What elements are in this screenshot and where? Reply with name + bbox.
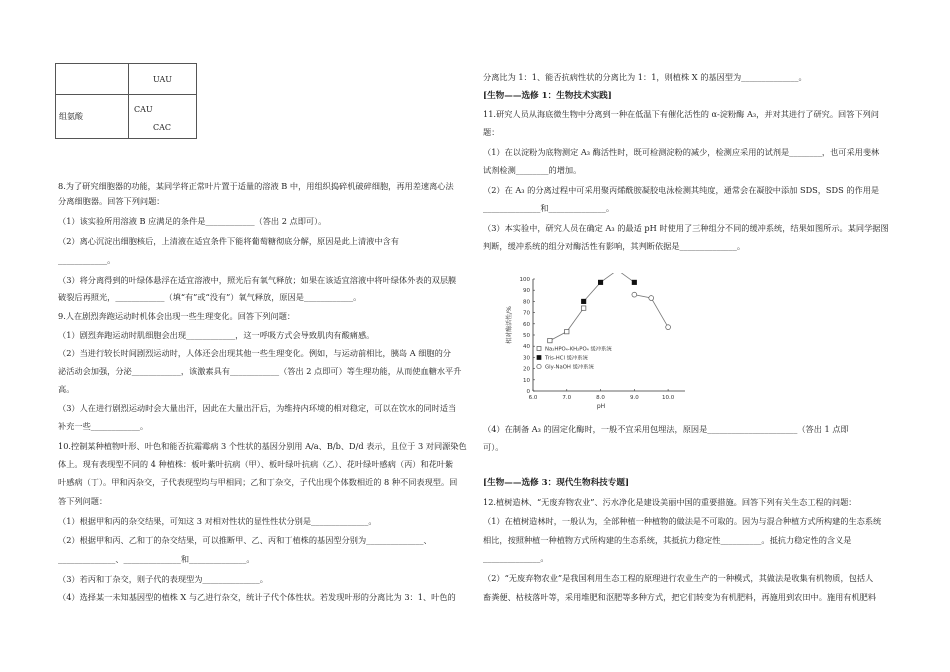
- y-tick-label: 60: [523, 321, 530, 328]
- data-point: [632, 292, 637, 297]
- section-heading: [生物——选修 1：生物技术实践]: [483, 91, 612, 101]
- y-tick-label: 70: [523, 310, 530, 317]
- enzyme-activity-chart: [503, 273, 693, 415]
- data-point: [548, 338, 552, 342]
- q10-line: 答下列问题：: [58, 496, 108, 506]
- series-line: [550, 308, 584, 340]
- q8-line: 分离细胞器。回答下列问题：: [58, 196, 165, 206]
- x-axis-label: pH: [596, 403, 606, 410]
- table-row: [56, 95, 197, 139]
- q12-line: （2）“无废弃物农业”是我国利用生态工程的原理进行农业生产的一种模式，其做法是收集有机物质，包括人: [483, 573, 874, 583]
- data-point: [565, 329, 569, 333]
- section-heading: [生物——选修 3：现代生物科技专题]: [483, 478, 630, 488]
- q11-line: （4）在制备 A₃ 的固定化酶时，一般不宜采用包埋法，原因是______________________（答出 1 点即: [483, 424, 849, 434]
- q8-line: （3）将分离得到的叶绿体悬浮在适宜溶液中，照光后有氧气释放；如果在该适宜溶液中将叶绿体外表的双层膜: [58, 275, 457, 285]
- q10-line: （3）若丙和丁杂交，则子代的表现型为______________。: [58, 574, 268, 584]
- q9-line: 泌活动会加强，分泌____________，该激素具有____________（答出 2 点即可）等生理功能，从而使血糖水平升: [58, 366, 462, 376]
- x-tick-label: 7.0: [562, 395, 572, 401]
- q9-line: （3）人在进行剧烈运动时会大量出汗，因此在大量出汗后，为维持内环境的相对稳定，可以在饮水的同时适当: [58, 403, 457, 413]
- table-cell: 组氨酸: [56, 95, 129, 139]
- x-tick-label: 9.0: [629, 395, 639, 401]
- legend-label: Gly-NaOH 缓冲系统: [545, 364, 594, 371]
- q8-line: ____________。: [58, 255, 116, 265]
- q12-line: 12.植树造林、“无废弃物农业”、污水净化是建设美丽中国的重要措施。回答下列有关生态工程的问题：: [483, 497, 857, 507]
- x-tick-label: 10.0: [661, 395, 675, 401]
- q12-line: 相比，按照种植一种植物方式所构建的生态系统，其抵抗力稳定性__________。抵抗力稳定性的含义是: [483, 535, 852, 545]
- codon-cau: CAU: [134, 105, 153, 114]
- q9-line: （1）剧烈奔跑运动时肌细胞会出现____________，这一呼吸方式会导致肌肉有酸痛感。: [58, 330, 375, 340]
- chart-svg: [503, 273, 693, 415]
- q9-line: 高。: [58, 384, 75, 394]
- q10-line: 体上。现有表现型不同的 4 种植株：板叶紫叶抗病（甲）、板叶绿叶抗病（乙）、花叶绿叶感病（丙）和花叶紫: [58, 459, 454, 469]
- data-point: [649, 296, 654, 301]
- table-cell: [129, 95, 197, 139]
- y-axis-label: 相对酶活性/%: [506, 306, 513, 344]
- q8-line: （2）离心沉淀出细胞核后，上清液在适宜条件下能将葡萄糖彻底分解，原因是此上清液中含有: [58, 236, 399, 246]
- q11-line: ______________和______________。: [483, 203, 615, 213]
- q10-line: （2）根据甲和丙、乙和丁的杂交结果，可以推断甲、乙、丙和丁植株的基因型分别为______________、: [58, 535, 432, 545]
- y-tick-label: 20: [523, 366, 530, 373]
- y-tick-label: 0: [526, 389, 530, 395]
- q9-line: 9.人在剧烈奔跑运动时机体会出现一些生理变化。回答下列问题：: [58, 311, 296, 321]
- x-tick-label: 6.0: [528, 395, 538, 401]
- q10-line: （4）选择某一未知基因型的植株 X 与乙进行杂交，统计子代个体性状。若发现叶形的分离比为 3：1、叶色的: [58, 592, 456, 602]
- y-tick-label: 50: [523, 333, 530, 339]
- data-point: [581, 306, 585, 310]
- legend-marker: [537, 347, 541, 351]
- q11-line: （3）本实验中，研究人员在确定 A₃ 的最适 pH 时使用了三种组分不同的缓冲系统，结果如图所示。某同学据图: [483, 223, 889, 233]
- data-point: [598, 280, 602, 284]
- y-tick-label: 100: [519, 277, 530, 283]
- legend-marker: [537, 364, 541, 368]
- y-tick-label: 80: [523, 299, 530, 306]
- q10-continuation: 分离比为 1：1、能否抗病性状的分离比为 1：1，则植株 X 的基因型为______________。: [483, 72, 807, 82]
- series-line: [584, 273, 635, 301]
- table-row: [56, 64, 197, 95]
- q8-line: 破裂后再照光，____________（填“有”或“没有”）氧气释放，原因是____________。: [58, 292, 362, 302]
- y-tick-label: 30: [523, 355, 530, 362]
- q11-line: 判断，缓冲系统的组分对酶活性有影响，其判断依据是______________。: [483, 241, 746, 251]
- q8-line: （1）该实验所用溶液 B 应满足的条件是____________（答出 2 点即可）。: [58, 216, 327, 226]
- codon-cac: CAC: [153, 123, 172, 132]
- legend-label: Tris-HCl 缓冲系统: [545, 355, 588, 362]
- q12-line: （1）在植树造林时，一般认为，全部种植一种植物的做法是不可取的。因为与混合种植方式所构建的生态系统: [483, 516, 882, 526]
- q12-line: ______________。: [483, 553, 549, 563]
- q10-line: （1）根据甲和丙的杂交结果，可知这 3 对相对性状的显性性状分别是______________。: [58, 516, 377, 526]
- legend-label: Na₂HPO₄-KH₂PO₄ 缓冲系统: [545, 346, 612, 353]
- q12-line: 畜粪便、枯枝落叶等，采用堆肥和沤肥等多种方式，把它们转变为有机肥料，再施用到农田中。施用有机肥料: [483, 592, 877, 602]
- data-point: [632, 280, 636, 284]
- q11-line: 题：: [483, 127, 500, 137]
- q10-line: 叶感病（丁）。甲和丙杂交，子代表现型均与甲相同；乙和丁杂交，子代出现个体数相近的 8 种不同表现型。回: [58, 477, 458, 487]
- q10-line: 10.控制某种植物叶形、叶色和能否抗霜霉病 3 个性状的基因分别用 A/a、B/b、D/d 表示，且位于 3 对同源染色: [58, 441, 467, 451]
- table-cell: [56, 64, 129, 95]
- q8-line: 8.为了研究细胞器的功能，某同学将正常叶片置于适量的溶液 B 中，用组织捣碎机破碎细胞，再用差速离心法: [58, 181, 454, 191]
- table-cell: UAU: [129, 64, 197, 95]
- q11-line: （2）在 A₃ 的分离过程中可采用聚丙烯酰胺凝胶电泳检测其纯度，通常会在凝胶中添加 SDS，SDS 的作用是: [483, 185, 880, 195]
- q9-line: （2）当进行较长时间剧烈运动时，人体还会出现其他一些生理变化。例如，与运动前相比，胰岛 A 细胞的分: [58, 348, 451, 358]
- q11-line: 试剂检测________的增加。: [483, 165, 582, 175]
- q11-line: 可）。: [483, 442, 504, 452]
- q9-line: 补充一些____________。: [58, 421, 149, 431]
- data-point: [666, 325, 671, 330]
- q11-line: （1）在以淀粉为底物测定 A₃ 酶活性时，既可检测淀粉的减少，检测应采用的试剂是________，也可采用斐林: [483, 147, 880, 157]
- y-tick-label: 90: [523, 288, 530, 295]
- codon-table: [55, 63, 197, 139]
- x-tick-label: 8.0: [596, 395, 605, 401]
- data-point: [581, 299, 585, 303]
- y-tick-label: 10: [523, 377, 530, 384]
- y-tick-label: 40: [523, 344, 530, 351]
- legend-marker: [537, 356, 541, 360]
- q10-line: ______________、______________和______________。: [58, 554, 255, 564]
- q11-line: 11.研究人员从海底微生物中分离到一种在低温下有催化活性的 α-淀粉酶 A₃，并对其进行了研究。回答下列问: [483, 109, 879, 119]
